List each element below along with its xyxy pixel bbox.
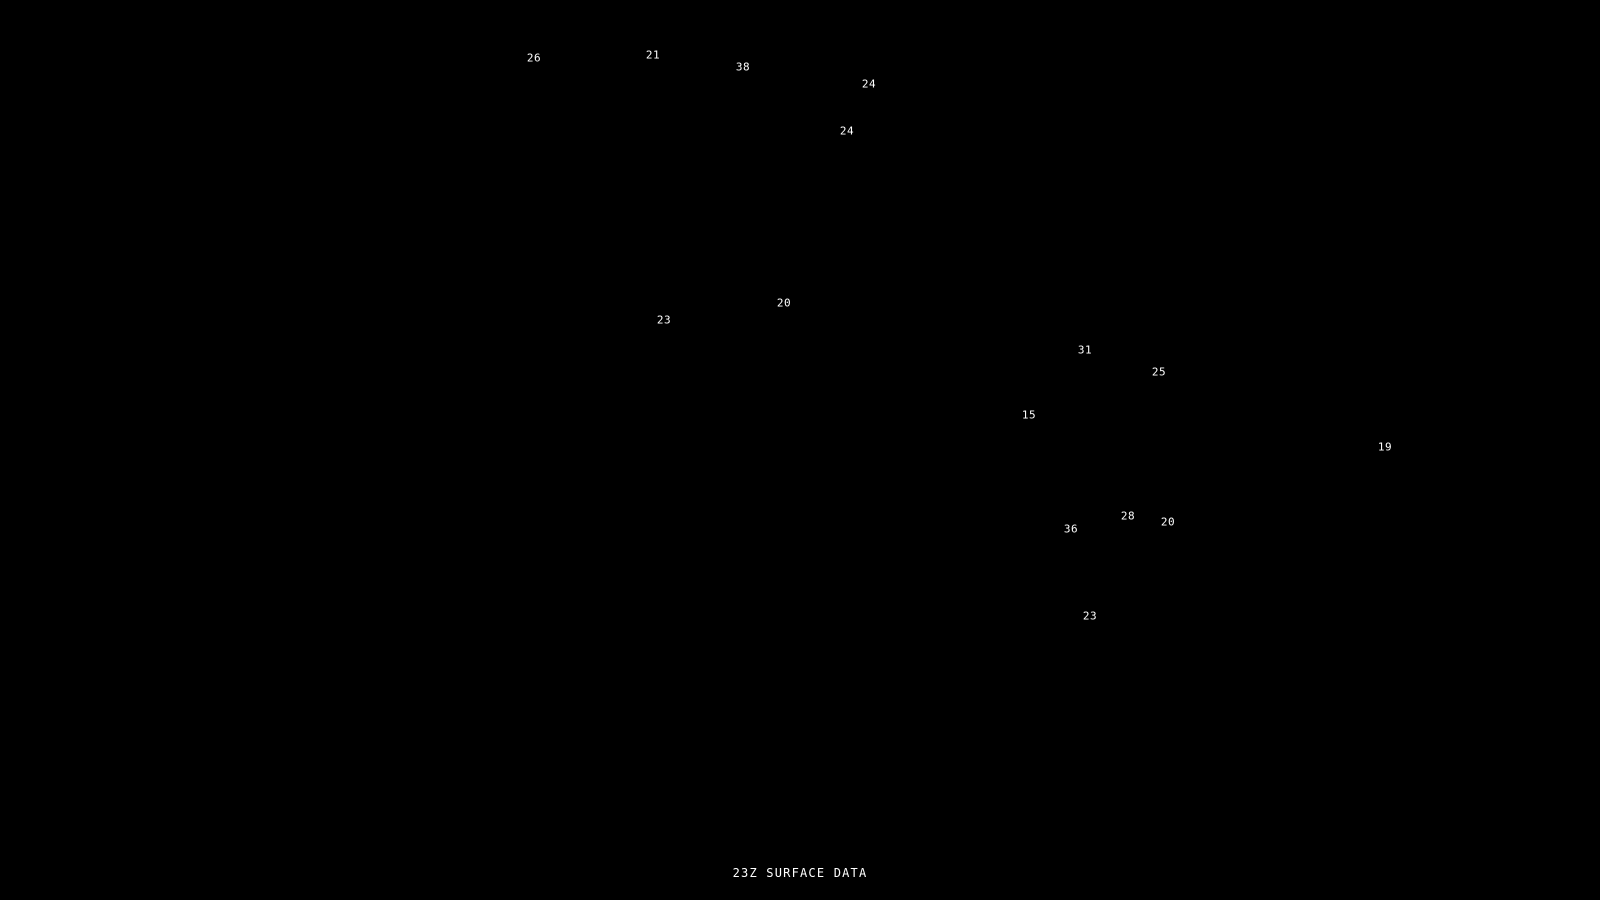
station-value: 23 — [656, 313, 672, 327]
station-value: 20 — [1160, 515, 1176, 529]
station-value: 21 — [645, 48, 661, 62]
station-value: 25 — [1151, 365, 1167, 379]
station-value: 24 — [861, 77, 877, 91]
station-value: 26 — [526, 51, 542, 65]
station-value: 24 — [839, 124, 855, 138]
station-value: 36 — [1063, 522, 1079, 536]
station-value: 15 — [1021, 408, 1037, 422]
station-value: 19 — [1377, 440, 1393, 454]
station-value: 28 — [1120, 509, 1136, 523]
station-value: 20 — [776, 296, 792, 310]
station-value: 38 — [735, 60, 751, 74]
map-footer-label: 23Z SURFACE DATA — [732, 866, 868, 880]
station-value: 31 — [1077, 343, 1093, 357]
station-value: 23 — [1082, 609, 1098, 623]
